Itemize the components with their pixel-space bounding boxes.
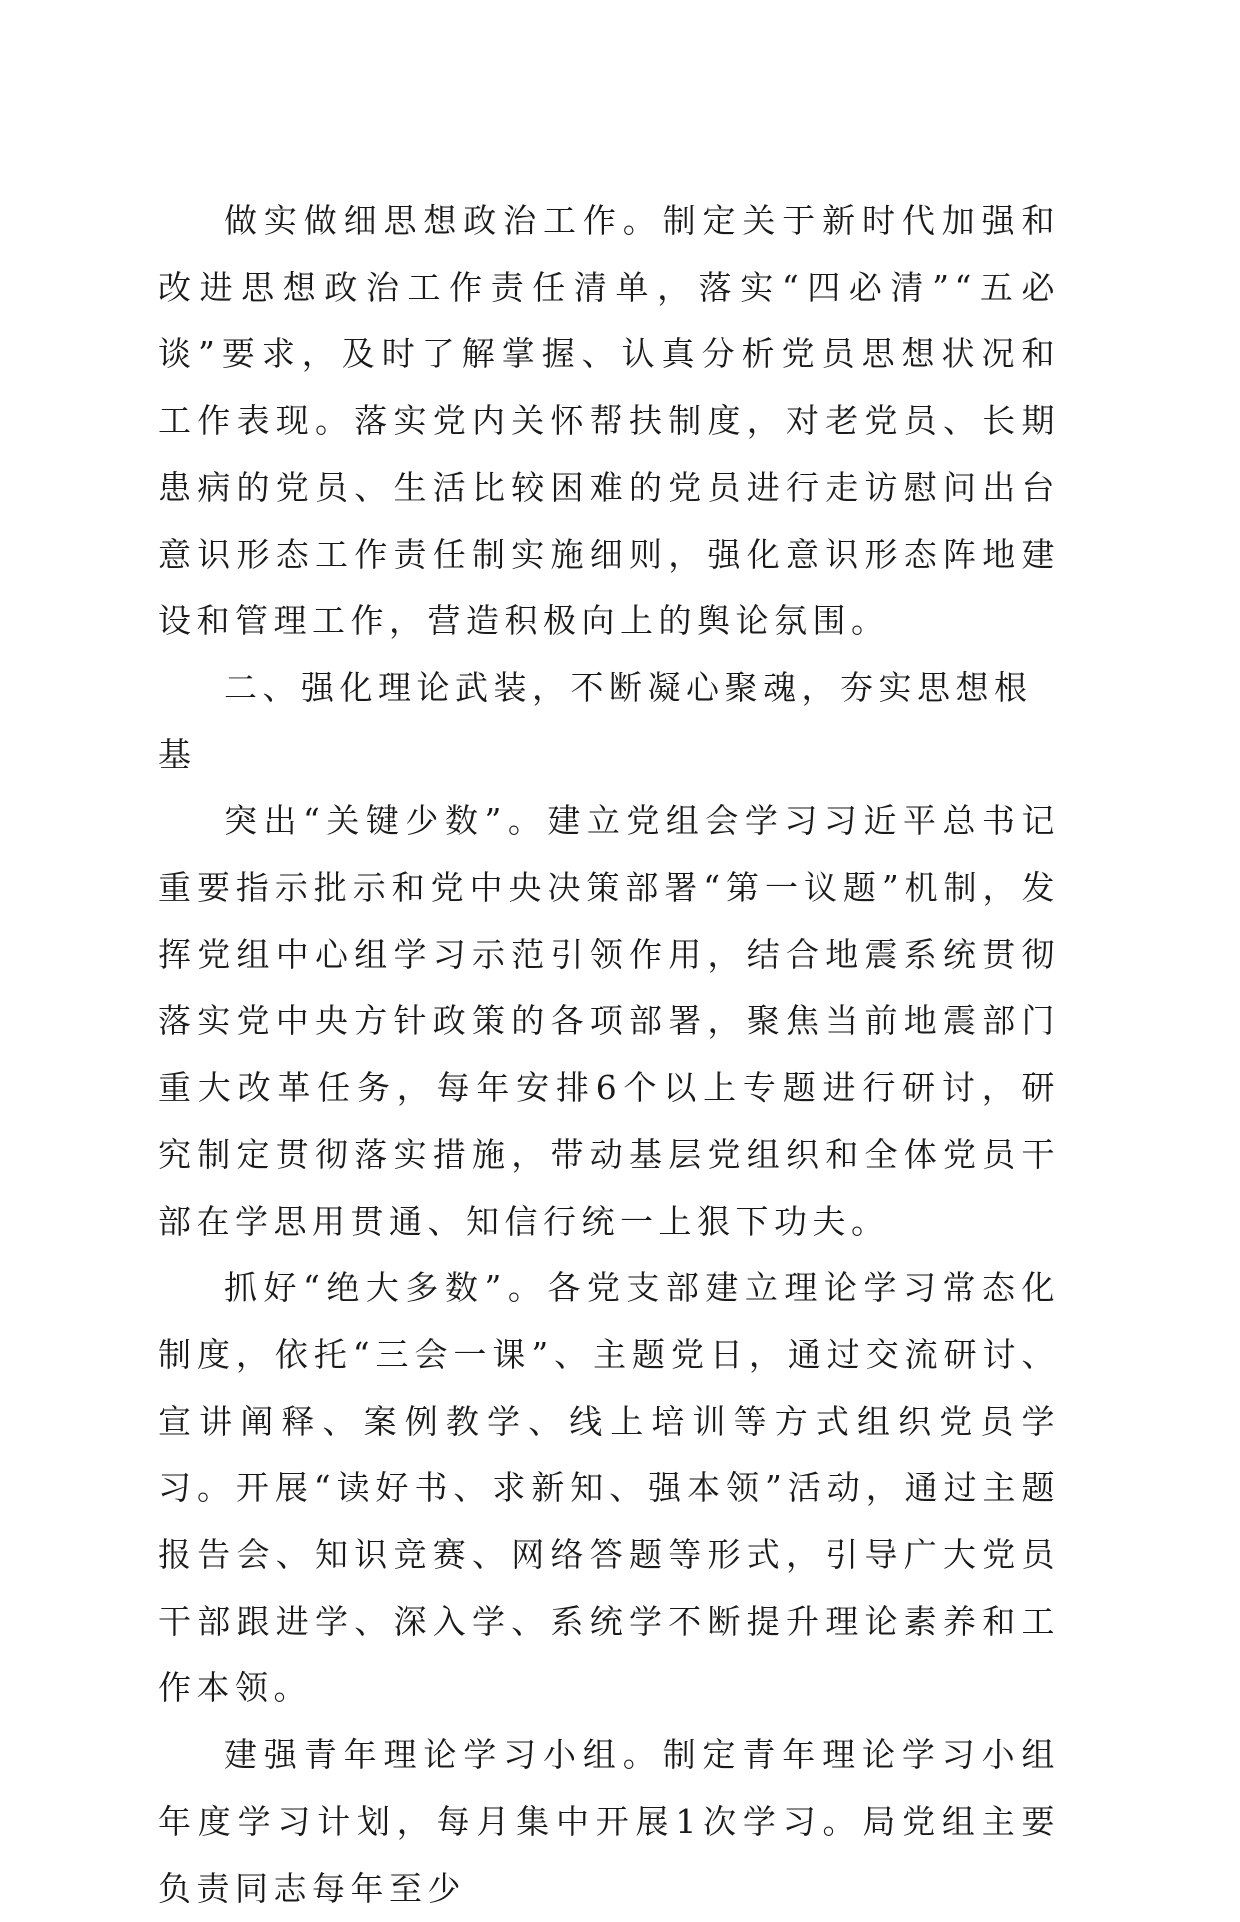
paragraph-ideological-work: 做实做细思想政治工作。制定关于新时代加强和改进思想政治工作责任清单，落实“四必清”“五必谈”要求，及时了解掌握、认真分析党员思想状况和工作表现。落实党内关怀帮扶制度，对老党员、长期患病的党员、生活比较困难的党员进行走访慰问出台意识形态工作责任制实施细则，强化意识形态阵地建设和管理工作，营造积极向上的舆论氛围。: [158, 201, 1060, 641]
paragraph-key-minority: 突出“关键少数”。建立党组会学习习近平总书记重要指示批示和党中央决策部署“第一议题”机制，发挥党组中心组学习示范引领作用，结合地震系统贯彻落实党中央方针政策的各项部署，聚焦当前地震部门重大改革任务，每年安排6个以上专题进行研讨，研究制定贯彻落实措施，带动基层党组织和全体党员干部在学思用贯通、知信行统一上狠下功夫。: [158, 801, 1060, 1241]
paragraph-majority: 抓好“绝大多数”。各党支部建立理论学习常态化制度，依托“三会一课”、主题党日，通过交流研讨、宣讲阐释、案例教学、线上培训等方式组织党员学习。开展“读好书、求新知、强本领”活动，通过主题报告会、知识竞赛、网络答题等形式，引导广大党员干部跟进学、深入学、系统学不断提升理论素养和工作本领。: [158, 1268, 1060, 1708]
section-heading-2: 二、强化理论武装，不断凝心聚魂，夯实思想根基: [158, 667, 1033, 774]
paragraph-youth-study-group: 建强青年理论学习小组。制定青年理论学习小组年度学习计划，每月集中开展1次学习。局党组主要负责同志每年至少: [158, 1735, 1060, 1908]
document-body: [158, 188, 1060, 1922]
